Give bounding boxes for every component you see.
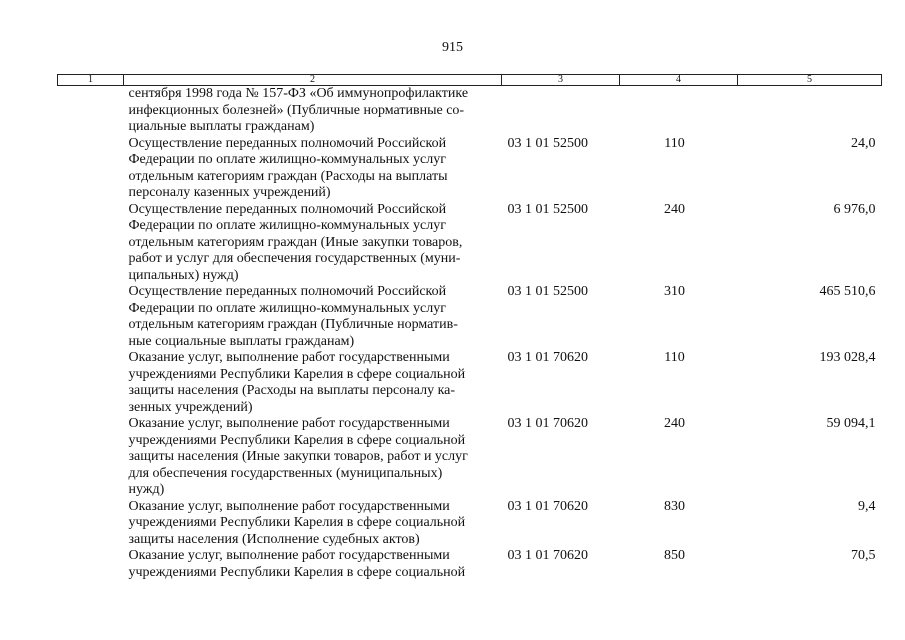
column-header-3: 3 xyxy=(502,75,620,86)
description-cell: Оказание услуг, выполнение работ государственными учреждениями Республики Карелия в сфере социальной xyxy=(128,548,466,580)
target-code-cell: 03 1 01 70620 xyxy=(507,416,588,431)
description-cell: Осуществление переданных полномочий Российской Федерации по оплате жилищно-коммунальных услуг отдельным категориям граждан (Иные закупки товаров, работ и услуг для обеспечения государственных (муни- ципальных) нужд) xyxy=(128,201,463,283)
target-code-cell: 03 1 01 70620 xyxy=(507,498,588,514)
page-number: 915 xyxy=(442,40,463,55)
row-number-cell xyxy=(58,499,124,549)
description-cell: Оказание услуг, выполнение работ государственными учреждениями Республики Карелия в сфере социальной защиты населения (Иные закупки товаров, работ и услуг для обеспечения государственных (муниципальных) нужд) xyxy=(128,416,468,497)
row-number-cell xyxy=(58,86,124,136)
amount-cell: 24,0 xyxy=(851,135,876,151)
expense-type-cell: 110 xyxy=(664,350,685,365)
expense-type-cell: 110 xyxy=(664,135,685,151)
table-row xyxy=(58,416,882,499)
amount-cell: 6 976,0 xyxy=(833,201,876,217)
row-number-cell xyxy=(58,350,124,416)
expense-type-cell: 240 xyxy=(664,201,685,217)
amount-cell: 193 028,4 xyxy=(819,350,876,365)
table-body xyxy=(58,86,882,582)
expense-type-cell: 240 xyxy=(664,416,685,431)
description-cell: Оказание услуг, выполнение работ государственными учреждениями Республики Карелия в сфере социальной защиты населения (Расходы на выплаты персоналу ка- зенных учреждений) xyxy=(128,350,466,415)
row-number-cell xyxy=(58,136,124,202)
target-code-cell xyxy=(502,86,620,136)
expense-type-cell xyxy=(620,86,738,136)
table-row xyxy=(58,86,882,136)
target-code-cell: 03 1 01 52500 xyxy=(507,201,588,217)
expense-type-cell: 310 xyxy=(664,284,685,299)
table-row xyxy=(58,202,882,285)
description-cell: сентября 1998 года № 157-ФЗ «Об иммунопрофилактике инфекционных болезней» (Публичные нормативные со- циальные выплаты гражданам) xyxy=(128,86,469,134)
amount-cell: 9,4 xyxy=(858,498,876,514)
amount-cell: 59 094,1 xyxy=(826,416,876,431)
target-code-cell: 03 1 01 70620 xyxy=(507,350,588,365)
description-cell: Осуществление переданных полномочий Российской Федерации по оплате жилищно-коммунальных услуг отдельным категориям граждан (Публичные норматив- ные социальные выплаты гражданам) xyxy=(128,284,458,349)
description-cell: Оказание услуг, выполнение работ государственными учреждениями Республики Карелия в сфере социальной защиты населения (Исполнение судебных актов) xyxy=(128,498,466,547)
expense-type-cell: 850 xyxy=(664,548,685,563)
table-row xyxy=(58,136,882,202)
budget-table xyxy=(57,74,882,581)
table-row xyxy=(58,499,882,549)
table-row xyxy=(58,284,882,350)
table-header xyxy=(58,75,882,86)
description-cell: Осуществление переданных полномочий Российской Федерации по оплате жилищно-коммунальных услуг отдельным категориям граждан (Расходы на выплаты персоналу казенных учреждений) xyxy=(128,135,448,200)
target-code-cell: 03 1 01 52500 xyxy=(507,284,588,299)
row-number-cell xyxy=(58,416,124,499)
row-number-cell xyxy=(58,284,124,350)
target-code-cell: 03 1 01 52500 xyxy=(507,135,588,151)
column-header-4: 4 xyxy=(620,75,738,86)
column-header-2: 2 xyxy=(124,75,502,86)
row-number-cell xyxy=(58,202,124,285)
target-code-cell: 03 1 01 70620 xyxy=(507,548,588,563)
amount-cell: 70,5 xyxy=(851,548,876,563)
column-header-5: 5 xyxy=(738,75,882,86)
amount-cell xyxy=(738,86,882,136)
amount-cell: 465 510,6 xyxy=(819,284,876,299)
column-header-1: 1 xyxy=(58,75,124,86)
expense-type-cell: 830 xyxy=(664,498,685,514)
table-row xyxy=(58,548,882,581)
table-row xyxy=(58,350,882,416)
row-number-cell xyxy=(58,548,124,581)
